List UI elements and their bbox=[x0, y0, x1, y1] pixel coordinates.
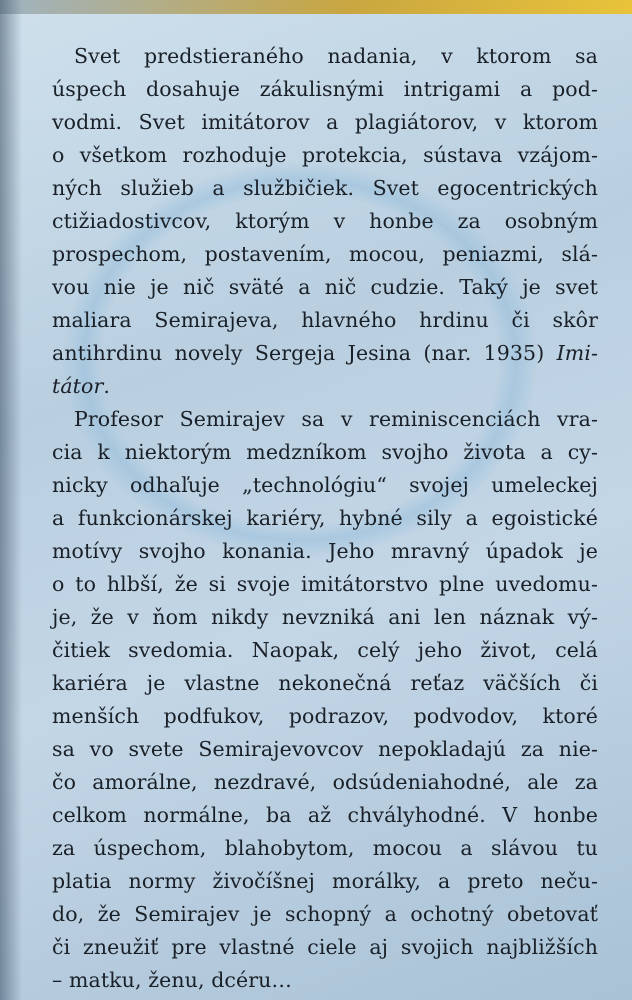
page-shadow bbox=[0, 0, 22, 1000]
text-line: vodmi. Svet imitátorov a plagiátorov, v ktorom bbox=[52, 110, 598, 134]
italic-title-start: Imi- bbox=[556, 341, 598, 365]
text-line: nicky odhaľuje „technológiu“ svojej umeleckej bbox=[52, 473, 598, 497]
text-line: motívy svojho konania. Jeho mravný úpadok je bbox=[52, 539, 598, 563]
end-punctuation: . bbox=[103, 374, 110, 398]
italic-title-end: tátor bbox=[52, 374, 104, 398]
text-line: prospechom, postavením, mocou, peniazmi, slá- bbox=[52, 242, 598, 266]
paragraph-2 bbox=[52, 403, 598, 997]
text-line: platia normy živočíšnej morálky, a preto neču- bbox=[52, 869, 598, 893]
text-line: ctižiadostivcov, ktorým v honbe za osobným bbox=[52, 209, 598, 233]
text-line: či zneužiť pre vlastné ciele aj svojich najbližších bbox=[52, 935, 598, 959]
text-line: kariéra je vlastne nekonečná reťaz väčších či bbox=[52, 671, 598, 695]
text-line bbox=[52, 370, 598, 403]
text-line: cia k niektorým medzníkom svojho života a cy- bbox=[52, 440, 598, 464]
text-line: maliara Semirajeva, hlavného hrdinu či skôr bbox=[52, 308, 598, 332]
text-line: o všetkom rozhoduje protekcia, sústava vzájom- bbox=[52, 143, 598, 167]
text-line: menších podfukov, podrazov, podvodov, ktoré bbox=[52, 704, 598, 728]
text-line: čo amorálne, nezdravé, odsúdeniahodné, ale za bbox=[52, 770, 598, 794]
text-line: za úspechom, blahobytom, mocou a slávou tu bbox=[52, 836, 598, 860]
text-line bbox=[52, 337, 598, 370]
text-line: ných služieb a službičiek. Svet egocentrických bbox=[52, 176, 598, 200]
text-line: Profesor Semirajev sa v reminiscenciách vra- bbox=[74, 407, 598, 431]
text-line: do, že Semirajev je schopný a ochotný obetovať bbox=[52, 902, 598, 926]
book-top-edge bbox=[0, 0, 632, 14]
text-line: Svet predstieraného nadania, v ktorom sa bbox=[74, 44, 598, 68]
text-line: celkom normálne, ba až chvályhodné. V honbe bbox=[52, 803, 598, 827]
text-line: o to hlbší, že si svoje imitátorstvo plne uvedomu- bbox=[52, 572, 598, 596]
text-line: úspech dosahuje zákulisnými intrigami a pod- bbox=[52, 77, 598, 101]
text-line: – matku, ženu, dcéru… bbox=[52, 968, 293, 992]
text-line: je, že v ňom nikdy nevzniká ani len náznak vý- bbox=[52, 605, 598, 629]
text-line: vou nie je nič sväté a nič cudzie. Taký je svet bbox=[52, 275, 598, 299]
text-line: a funkcionárskej kariéry, hybné sily a egoistické bbox=[52, 506, 598, 530]
text-segment: antihrdinu novely Sergeja Jesina (nar. 1935) bbox=[52, 341, 545, 365]
book-back-cover-text bbox=[52, 40, 598, 997]
text-line: sa vo svete Semirajevovcov nepokladajú za nie- bbox=[52, 737, 598, 761]
paragraph-1 bbox=[52, 40, 598, 403]
text-line: čitiek svedomia. Naopak, celý jeho život, celá bbox=[52, 638, 598, 662]
